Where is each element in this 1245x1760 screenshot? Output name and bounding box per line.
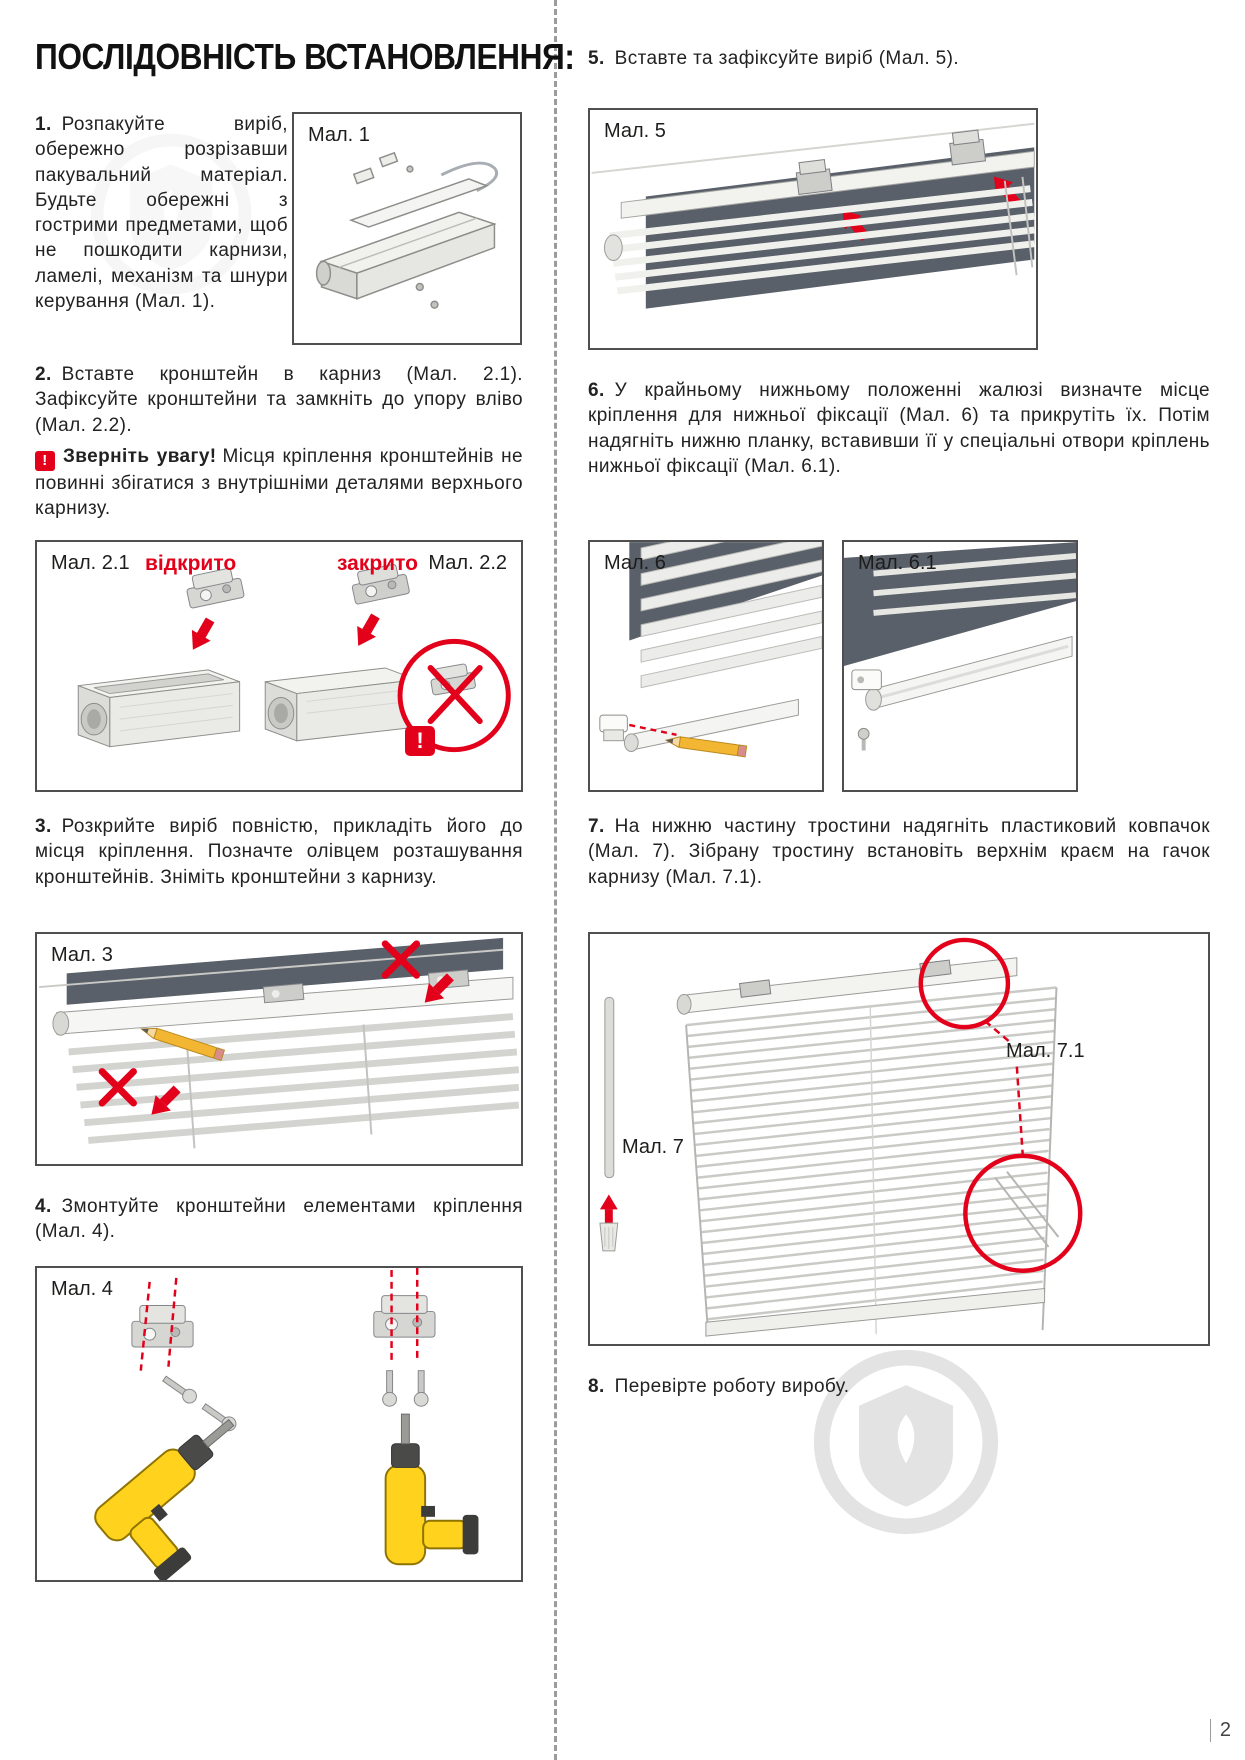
- figure-4-illustration: [37, 1268, 521, 1580]
- warning-title: Зверніть увагу!: [63, 445, 217, 467]
- figure-6-1-illustration: [844, 542, 1076, 790]
- figure-5: [588, 108, 1038, 350]
- step-8-number: 8.: [588, 1376, 605, 1397]
- step-3-text: [35, 814, 523, 890]
- step-6-body: У крайньому нижньому положенні жалюзі визначте місце кріплення для нижньої фіксації (Мал. 6) та прикрутіть їх. Потім надягніть нижню планку, вставивши її у спеціальні отвори кріплень нижньої фіксації (Мал. 6.1).: [588, 380, 1210, 477]
- figure-1-label: Мал. 1: [308, 124, 370, 146]
- warning-icon: !: [35, 451, 55, 471]
- figure-3-label: Мал. 3: [51, 944, 113, 966]
- step-1-number: 1.: [35, 114, 52, 135]
- step-5-text: [588, 46, 1210, 71]
- figure-4: [35, 1266, 523, 1582]
- figure-4-label: Мал. 4: [51, 1278, 113, 1300]
- figure-7-1-label: Мал. 7.1: [1006, 1040, 1085, 1062]
- step-8-text: [588, 1374, 1210, 1399]
- figure-3: [35, 932, 523, 1166]
- step-2-body: Вставте кронштейн в карниз (Мал. 2.1). Зафіксуйте кронштейни та замкніть до упору вліво (Мал. 2.2).: [35, 364, 523, 436]
- step-2-number: 2.: [35, 364, 52, 385]
- figure-6-label: Мал. 6: [604, 552, 666, 574]
- figure-1-illustration: [294, 114, 520, 343]
- figure-6-illustration: [590, 542, 822, 790]
- figure-5-illustration: [590, 110, 1036, 348]
- figure-2-illustration: [37, 542, 521, 790]
- figure-6-1: [842, 540, 1078, 792]
- step-8-body: Перевірте роботу виробу.: [614, 1376, 850, 1397]
- page-number: 2: [1210, 1719, 1231, 1742]
- figure-7-label: Мал. 7: [622, 1136, 684, 1158]
- step-6-number: 6.: [588, 380, 605, 401]
- page-title: ПОСЛІДОВНІСТЬ ВСТАНОВЛЕННЯ:: [35, 36, 575, 77]
- figure-5-label: Мал. 5: [604, 120, 666, 142]
- step-5-body: Вставте та зафіксуйте виріб (Мал. 5).: [614, 48, 960, 69]
- step-7-body: На нижню частину тростини надягніть пластиковий ковпачок (Мал. 7). Зібрану тростину встановіть верхнім краєм на гачок карнизу (Мал. 7.1).: [588, 816, 1210, 888]
- step-3-body: Розкрийте виріб повністю, прикладіть його до місця кріплення. Позначте олівцем розташування кронштейнів. Зніміть кронштейни з карнизу.: [35, 816, 523, 888]
- step-4-body: Змонтуйте кронштейни елементами кріплення (Мал. 4).: [35, 1196, 523, 1243]
- figure-2-2-label: Мал. 2.2: [428, 552, 507, 574]
- figure-6-1-label: Мал. 6.1: [858, 552, 937, 574]
- step-7-text: [588, 814, 1210, 890]
- step-2-warning: [35, 444, 523, 522]
- step-4-text: [35, 1194, 523, 1245]
- step-6-text: [588, 378, 1210, 479]
- figure-1: [292, 112, 522, 345]
- figure-6: [588, 540, 824, 792]
- exclamation-icon: !: [405, 726, 435, 756]
- step-4-number: 4.: [35, 1196, 52, 1217]
- warning-body: Місця кріплення кронштейнів не повинні збігатися з внутрішніми деталями верхнього карнизу.: [35, 445, 523, 520]
- column-divider: [554, 0, 557, 1760]
- step-2-text: [35, 362, 523, 521]
- figure-2: [35, 540, 523, 792]
- step-3-number: 3.: [35, 816, 52, 837]
- figure-7: [588, 932, 1210, 1346]
- figure-2-closed-label: закрито: [337, 552, 418, 575]
- figure-2-1-label: Мал. 2.1: [51, 552, 130, 574]
- step-1-text: [35, 112, 288, 314]
- step-5-number: 5.: [588, 48, 605, 69]
- step-1-body: Розпакуйте виріб, обережно розрізавши пакувальний матеріал. Будьте обережні з гострими предметами, щоб не пошкодити карнизи, ламелі, механізм та шнури керування (Мал. 1).: [35, 114, 288, 312]
- step-7-number: 7.: [588, 816, 605, 837]
- figure-3-illustration: [37, 934, 521, 1164]
- figure-2-open-label: відкрито: [145, 552, 237, 575]
